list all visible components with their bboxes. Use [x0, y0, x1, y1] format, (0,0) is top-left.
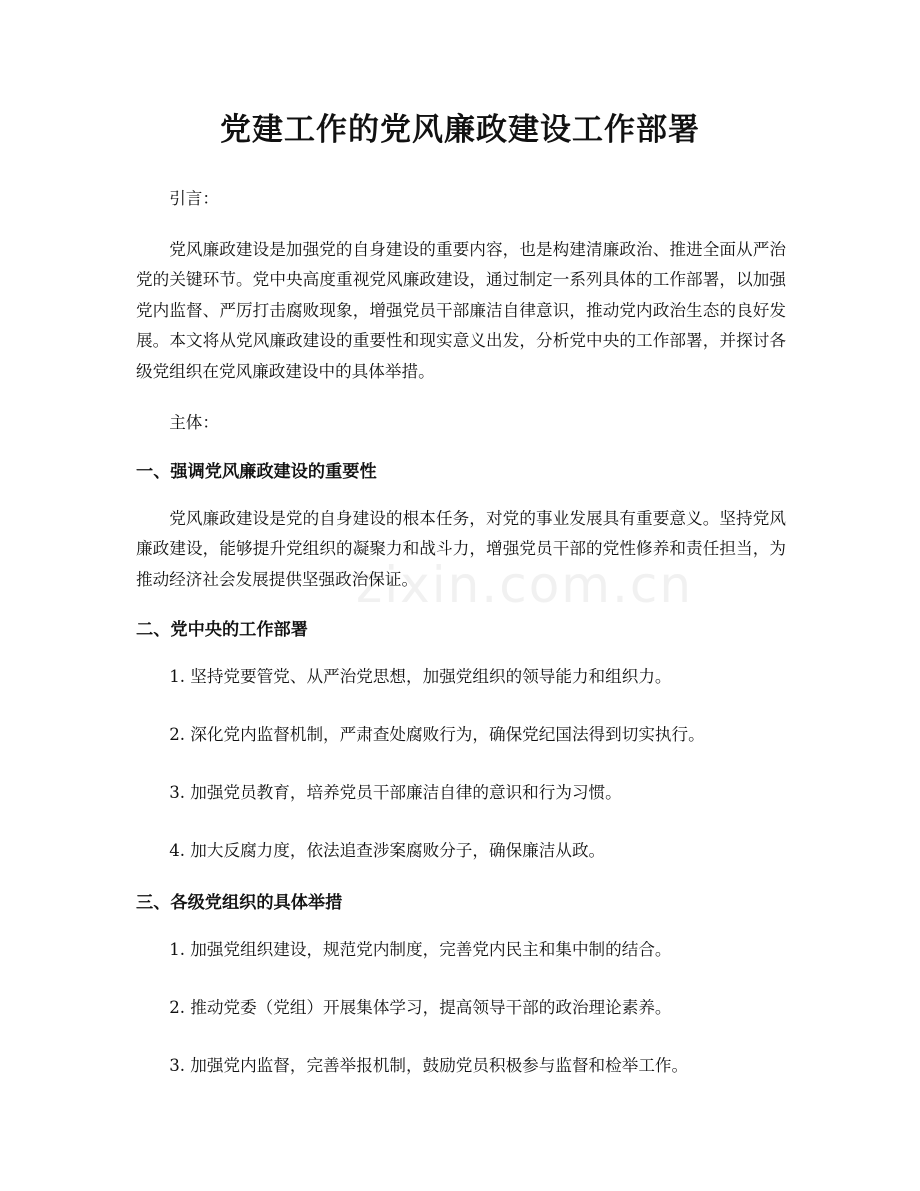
list-item: 2. 深化党内监督机制，严肃查处腐败行为，确保党纪国法得到切实执行。 [169, 725, 705, 744]
section-3-list [136, 935, 786, 1081]
intro-paragraph: 党风廉政建设是加强党的自身建设的重要内容，也是构建清廉政治、推进全面从严治党的关键环节。党中央高度重视党风廉政建设，通过制定一系列具体的工作部署，以加强党内监督、严厉打击腐败现象，增强党员干部廉洁自律意识，推动党内政治生态的良好发展。本文将从党风廉政建设的重要性和现实意义出发，分析党中央的工作部署，并探讨各级党组织在党风廉政建设中的具体举措。 [136, 239, 786, 381]
document-body [136, 184, 786, 1109]
list-item: 3. 加强党员教育，培养党员干部廉洁自律的意识和行为习惯。 [169, 783, 622, 802]
body-label: 主体： [169, 413, 219, 432]
intro-label: 引言： [169, 189, 219, 208]
watermark: zixin.com.cn [356, 556, 694, 614]
section-heading-2: 二、党中央的工作部署 [136, 620, 308, 640]
section-1-paragraph: 党风廉政建设是党的自身建设的根本任务，对党的事业发展具有重要意义。坚持党风廉政建设，能够提升党组织的凝聚力和战斗力，增强党员干部的党性修养和责任担当，为推动经济社会发展提供坚强政治保证。 [136, 508, 786, 589]
list-item: 2. 推动党委（党组）开展集体学习，提高领导干部的政治理论素养。 [169, 998, 672, 1017]
document-title: 党建工作的党风廉政建设工作部署 [220, 112, 700, 148]
section-heading-1: 一、强调党风廉政建设的重要性 [136, 461, 377, 482]
section-2-list [136, 662, 786, 866]
list-item: 4. 加大反腐力度，依法追查涉案腐败分子，确保廉洁从政。 [169, 841, 606, 860]
section-heading-3: 三、各级党组织的具体举措 [136, 893, 343, 913]
list-item: 3. 加强党内监督，完善举报机制，鼓励党员积极参与监督和检举工作。 [169, 1056, 689, 1075]
list-item: 1. 加强党组织建设，规范党内制度，完善党内民主和集中制的结合。 [169, 940, 672, 959]
list-item: 1. 坚持党要管党、从严治党思想，加强党组织的领导能力和组织力。 [169, 667, 672, 686]
